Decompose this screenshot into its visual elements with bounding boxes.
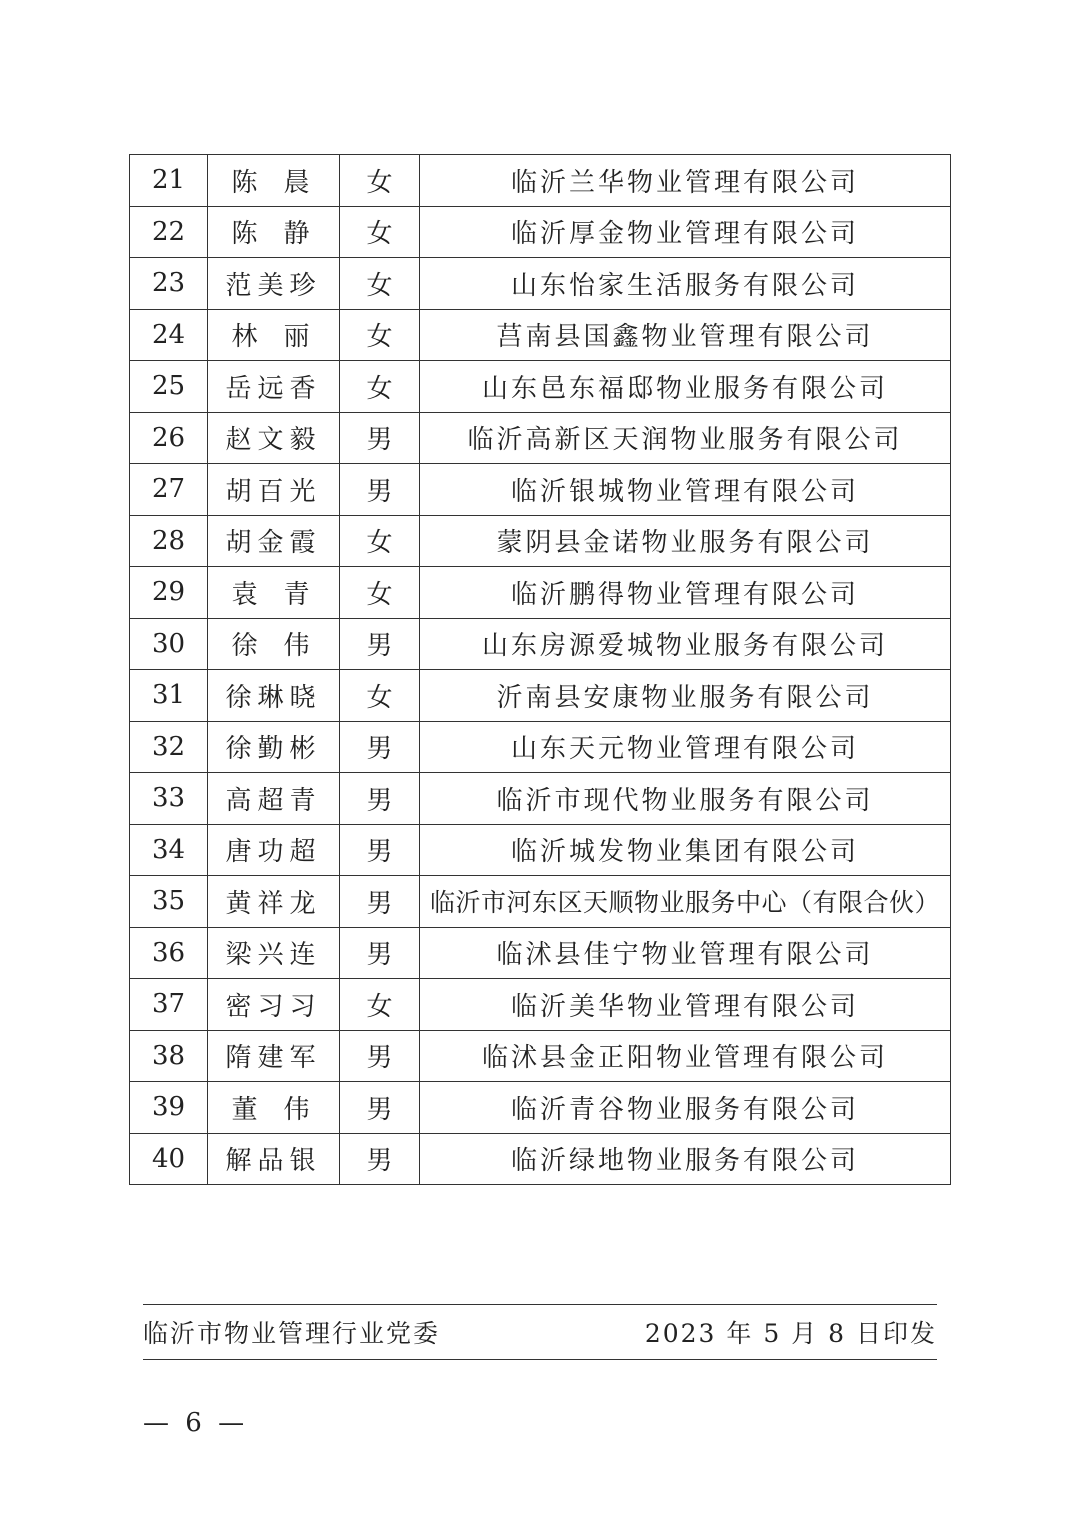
company-name: 蒙阴县金诺物业服务有限公司 (420, 515, 951, 567)
row-number: 27 (130, 464, 208, 516)
gender: 男 (340, 412, 420, 464)
issuance-footer (143, 1304, 937, 1360)
person-name: 隋建军 (208, 1030, 340, 1082)
gender: 女 (340, 258, 420, 310)
row-number: 40 (130, 1133, 208, 1185)
row-number: 32 (130, 721, 208, 773)
row-number: 23 (130, 258, 208, 310)
person-name: 赵文毅 (208, 412, 340, 464)
person-name-spaced: 陈 晨 (231, 167, 316, 198)
row-number: 26 (130, 412, 208, 464)
issue-date: 2023 年 5 月 8 日印发 (644, 1319, 937, 1348)
gender: 男 (340, 1030, 420, 1082)
company-name: 莒南县国鑫物业管理有限公司 (420, 309, 951, 361)
company-name: 临沭县佳宁物业管理有限公司 (420, 927, 951, 979)
row-number: 24 (130, 309, 208, 361)
table-row (130, 155, 951, 207)
table-row (130, 567, 951, 619)
row-number: 39 (130, 1082, 208, 1134)
person-name-spaced: 林 丽 (231, 322, 316, 353)
issuer-name: 临沂市物业管理行业党委 (143, 1319, 441, 1348)
person-name-spaced: 袁 青 (231, 579, 316, 610)
company-name: 临沂厚金物业管理有限公司 (420, 206, 951, 258)
company-name: 临沂银城物业管理有限公司 (420, 464, 951, 516)
table-row (130, 773, 951, 825)
company-name: 山东天元物业管理有限公司 (420, 721, 951, 773)
roster-table (129, 154, 951, 1185)
row-number: 31 (130, 670, 208, 722)
table-row (130, 1082, 951, 1134)
table-row (130, 309, 951, 361)
row-number: 22 (130, 206, 208, 258)
gender: 女 (340, 515, 420, 567)
row-number: 36 (130, 927, 208, 979)
gender: 女 (340, 670, 420, 722)
company-name: 临沂鹏得物业管理有限公司 (420, 567, 951, 619)
person-name-spaced: 陈 静 (231, 219, 316, 250)
person-name: 徐琳晓 (208, 670, 340, 722)
person-name: 胡金霞 (208, 515, 340, 567)
person-name (208, 1082, 340, 1134)
company-name: 临沂青谷物业服务有限公司 (420, 1082, 951, 1134)
gender: 女 (340, 979, 420, 1031)
company-name: 临沂高新区天润物业服务有限公司 (420, 412, 951, 464)
table-row (130, 670, 951, 722)
table-row (130, 206, 951, 258)
row-number: 25 (130, 361, 208, 413)
table-row (130, 824, 951, 876)
table-row (130, 927, 951, 979)
table-row (130, 1030, 951, 1082)
row-number: 34 (130, 824, 208, 876)
gender: 女 (340, 567, 420, 619)
company-name: 山东邑东福邸物业服务有限公司 (420, 361, 951, 413)
person-name: 梁兴连 (208, 927, 340, 979)
person-name (208, 567, 340, 619)
table-row (130, 464, 951, 516)
person-name (208, 618, 340, 670)
gender: 男 (340, 721, 420, 773)
row-number: 33 (130, 773, 208, 825)
person-name: 徐勤彬 (208, 721, 340, 773)
table-row (130, 412, 951, 464)
row-number: 37 (130, 979, 208, 1031)
row-number: 30 (130, 618, 208, 670)
gender: 男 (340, 824, 420, 876)
row-number: 35 (130, 876, 208, 928)
gender: 女 (340, 155, 420, 207)
company-name: 山东怡家生活服务有限公司 (420, 258, 951, 310)
table-row (130, 979, 951, 1031)
table-row (130, 258, 951, 310)
person-name: 岳远香 (208, 361, 340, 413)
gender: 男 (340, 1082, 420, 1134)
page-number: — 6 — (143, 1408, 249, 1438)
person-name-spaced: 徐 伟 (231, 631, 316, 662)
company-name: 临沂市现代物业服务有限公司 (420, 773, 951, 825)
gender: 女 (340, 361, 420, 413)
row-number: 38 (130, 1030, 208, 1082)
person-name: 解品银 (208, 1133, 340, 1185)
company-name: 临沂城发物业集团有限公司 (420, 824, 951, 876)
person-name (208, 206, 340, 258)
row-number: 28 (130, 515, 208, 567)
person-name-spaced: 董 伟 (231, 1094, 316, 1125)
person-name: 胡百光 (208, 464, 340, 516)
gender: 男 (340, 927, 420, 979)
company-name: 山东房源爱城物业服务有限公司 (420, 618, 951, 670)
person-name (208, 309, 340, 361)
table-row (130, 361, 951, 413)
gender: 男 (340, 1133, 420, 1185)
gender: 男 (340, 618, 420, 670)
person-name: 范美珍 (208, 258, 340, 310)
gender: 男 (340, 464, 420, 516)
table-row (130, 618, 951, 670)
company-name: 临沭县金正阳物业管理有限公司 (420, 1030, 951, 1082)
person-name: 高超青 (208, 773, 340, 825)
person-name: 唐功超 (208, 824, 340, 876)
company-name: 临沂美华物业管理有限公司 (420, 979, 951, 1031)
gender: 女 (340, 206, 420, 258)
gender: 男 (340, 876, 420, 928)
company-name: 临沂市河东区天顺物业服务中心（有限合伙） (420, 876, 951, 928)
table-row (130, 721, 951, 773)
gender: 女 (340, 309, 420, 361)
company-name: 临沂兰华物业管理有限公司 (420, 155, 951, 207)
person-name: 黄祥龙 (208, 876, 340, 928)
table-row (130, 515, 951, 567)
row-number: 21 (130, 155, 208, 207)
person-name (208, 155, 340, 207)
table-row (130, 876, 951, 928)
roster-body (130, 155, 951, 1185)
company-name: 临沂绿地物业服务有限公司 (420, 1133, 951, 1185)
person-name: 密习习 (208, 979, 340, 1031)
row-number: 29 (130, 567, 208, 619)
gender: 男 (340, 773, 420, 825)
table-row (130, 1133, 951, 1185)
company-name: 沂南县安康物业服务有限公司 (420, 670, 951, 722)
